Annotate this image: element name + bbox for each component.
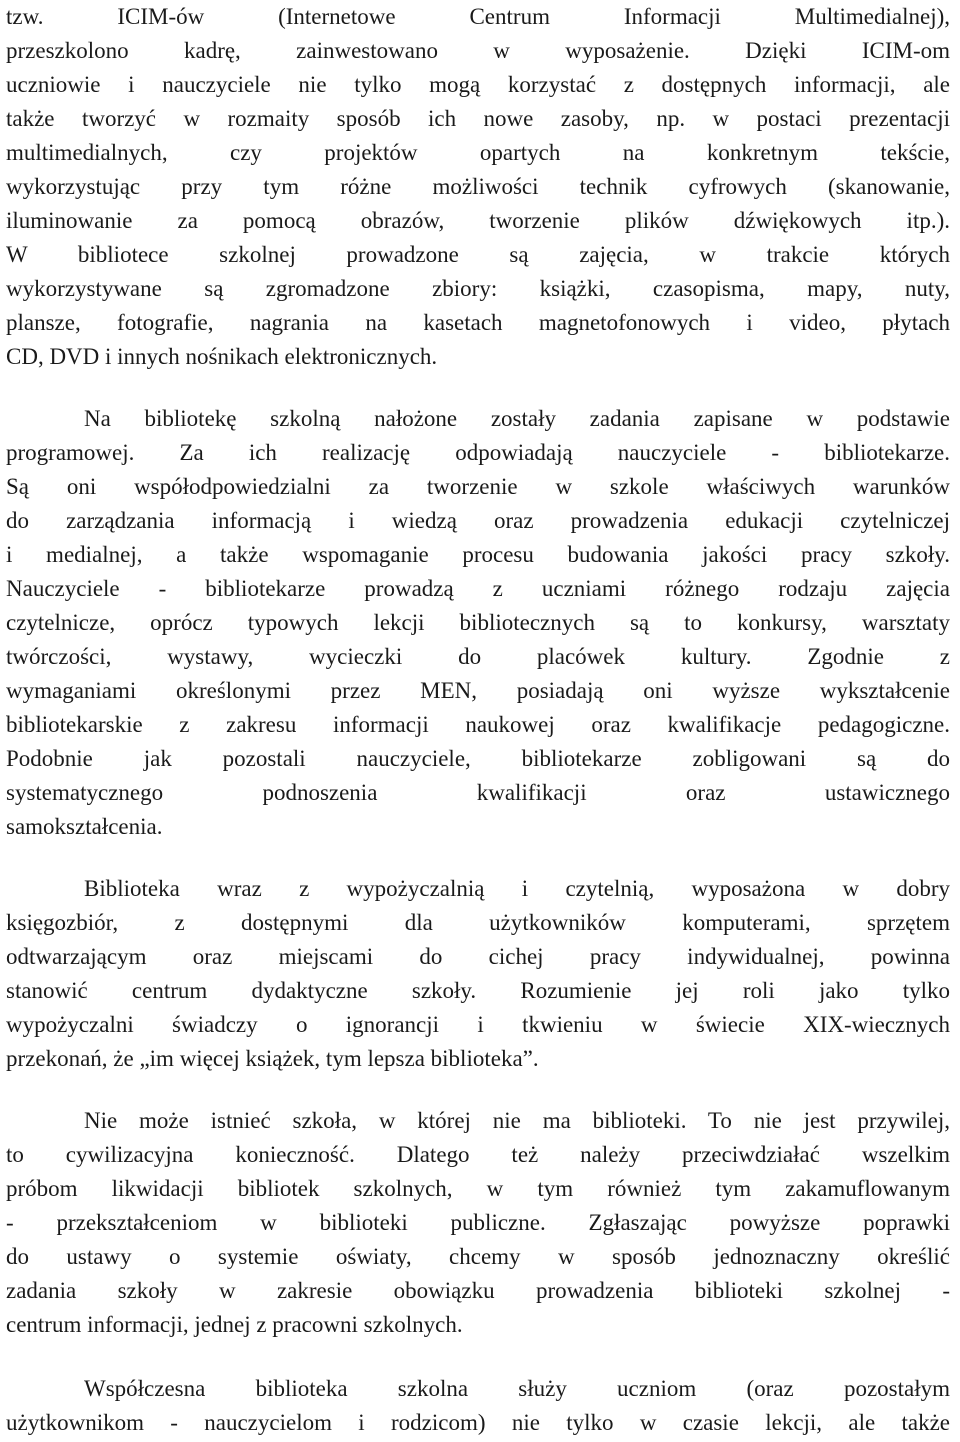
text-line: stanowić centrum dydaktyczne szkoły. Rozumienie jej roli jako tylko xyxy=(6,978,950,1003)
text-line: programowej. Za ich realizację odpowiadają nauczyciele - bibliotekarze. xyxy=(6,440,950,465)
text-line: iluminowanie za pomocą obrazów, tworzenie plików dźwiękowych itp.). xyxy=(6,208,950,233)
document-page xyxy=(6,0,950,1442)
text-line: przekonań, że „im więcej książek, tym lepsza biblioteka”. xyxy=(6,1046,539,1071)
text-line: plansze, fotografie, nagrania na kasetach magnetofonowych i video, płytach xyxy=(6,310,950,335)
text-line: uczniowie i nauczyciele nie tylko mogą korzystać z dostępnych informacji, ale xyxy=(6,72,950,97)
text-line: tzw. ICIM-ów (Internetowe Centrum Informacji Multimedialnej), xyxy=(6,4,950,29)
text-line: systematycznego podnoszenia kwalifikacji oraz ustawicznego xyxy=(6,780,950,805)
text-line: zadania szkoły w zakresie obowiązku prowadzenia biblioteki szkolnej - xyxy=(6,1278,950,1303)
text-line: Są oni współodpowiedzialni za tworzenie w szkole właściwych warunków xyxy=(6,474,950,499)
text-line: i medialnej, a także wspomaganie procesu budowania jakości pracy szkoły. xyxy=(6,542,950,567)
text-line: wykorzystując przy tym różne możliwości technik cyfrowych (skanowanie, xyxy=(6,174,950,199)
text-line: czytelnicze, oprócz typowych lekcji bibliotecznych są to konkursy, warsztaty xyxy=(6,610,950,635)
text-line: Współczesna biblioteka szkolna służy uczniom (oraz pozostałym xyxy=(84,1376,950,1401)
text-line: samokształcenia. xyxy=(6,814,163,839)
text-line: księgozbiór, z dostępnymi dla użytkowników komputerami, sprzętem xyxy=(6,910,950,935)
text-line: Podobnie jak pozostali nauczyciele, bibliotekarze zobligowani są do xyxy=(6,746,950,771)
text-line: Nie może istnieć szkoła, w której nie ma biblioteki. To nie jest przywilej, xyxy=(84,1108,950,1133)
text-line: próbom likwidacji bibliotek szkolnych, w tym również tym zakamuflowanym xyxy=(6,1176,950,1201)
text-line: to cywilizacyjna konieczność. Dlatego też należy przeciwdziałać wszelkim xyxy=(6,1142,950,1167)
text-line: odtwarzającym oraz miejscami do cichej pracy indywidualnej, powinna xyxy=(6,944,950,969)
text-line: użytkownikom - nauczycielom i rodzicom) nie tylko w czasie lekcji, ale także xyxy=(6,1410,950,1435)
text-line: do ustawy o systemie oświaty, chcemy w sposób jednoznaczny określić xyxy=(6,1244,950,1269)
text-line: Nauczyciele - bibliotekarze prowadzą z uczniami różnego rodzaju zajęcia xyxy=(6,576,950,601)
text-line: wymaganiami określonymi przez MEN, posiadają oni wyższe wykształcenie xyxy=(6,678,950,703)
text-line: Na bibliotekę szkolną nałożone zostały zadania zapisane w podstawie xyxy=(84,406,950,431)
text-line: do zarządzania informacją i wiedzą oraz prowadzenia edukacji czytelniczej xyxy=(6,508,950,533)
text-line: bibliotekarskie z zakresu informacji naukowej oraz kwalifikacje pedagogiczne. xyxy=(6,712,950,737)
text-line: multimedialnych, czy projektów opartych na konkretnym tekście, xyxy=(6,140,950,165)
text-line: wypożyczalni świadczy o ignorancji i tkwieniu w świecie XIX-wiecznych xyxy=(6,1012,950,1037)
text-line: przeszkolono kadrę, zainwestowano w wyposażenie. Dzięki ICIM-om xyxy=(6,38,950,63)
text-line: także tworzyć w rozmaity sposób ich nowe zasoby, np. w postaci prezentacji xyxy=(6,106,950,131)
text-line: wykorzystywane są zgromadzone zbiory: książki, czasopisma, mapy, nuty, xyxy=(6,276,950,301)
text-line: CD, DVD i innych nośnikach elektronicznych. xyxy=(6,344,438,369)
text-line: W bibliotece szkolnej prowadzone są zajęcia, w trakcie których xyxy=(6,242,950,267)
text-line: - przekształceniom w biblioteki publiczne. Zgłaszając powyższe poprawki xyxy=(6,1210,950,1235)
text-line: twórczości, wystawy, wycieczki do placówek kultury. Zgodnie z xyxy=(6,644,950,669)
text-line: centrum informacji, jednej z pracowni szkolnych. xyxy=(6,1312,463,1337)
text-line: Biblioteka wraz z wypożyczalnią i czytelnią, wyposażona w dobry xyxy=(84,876,950,901)
